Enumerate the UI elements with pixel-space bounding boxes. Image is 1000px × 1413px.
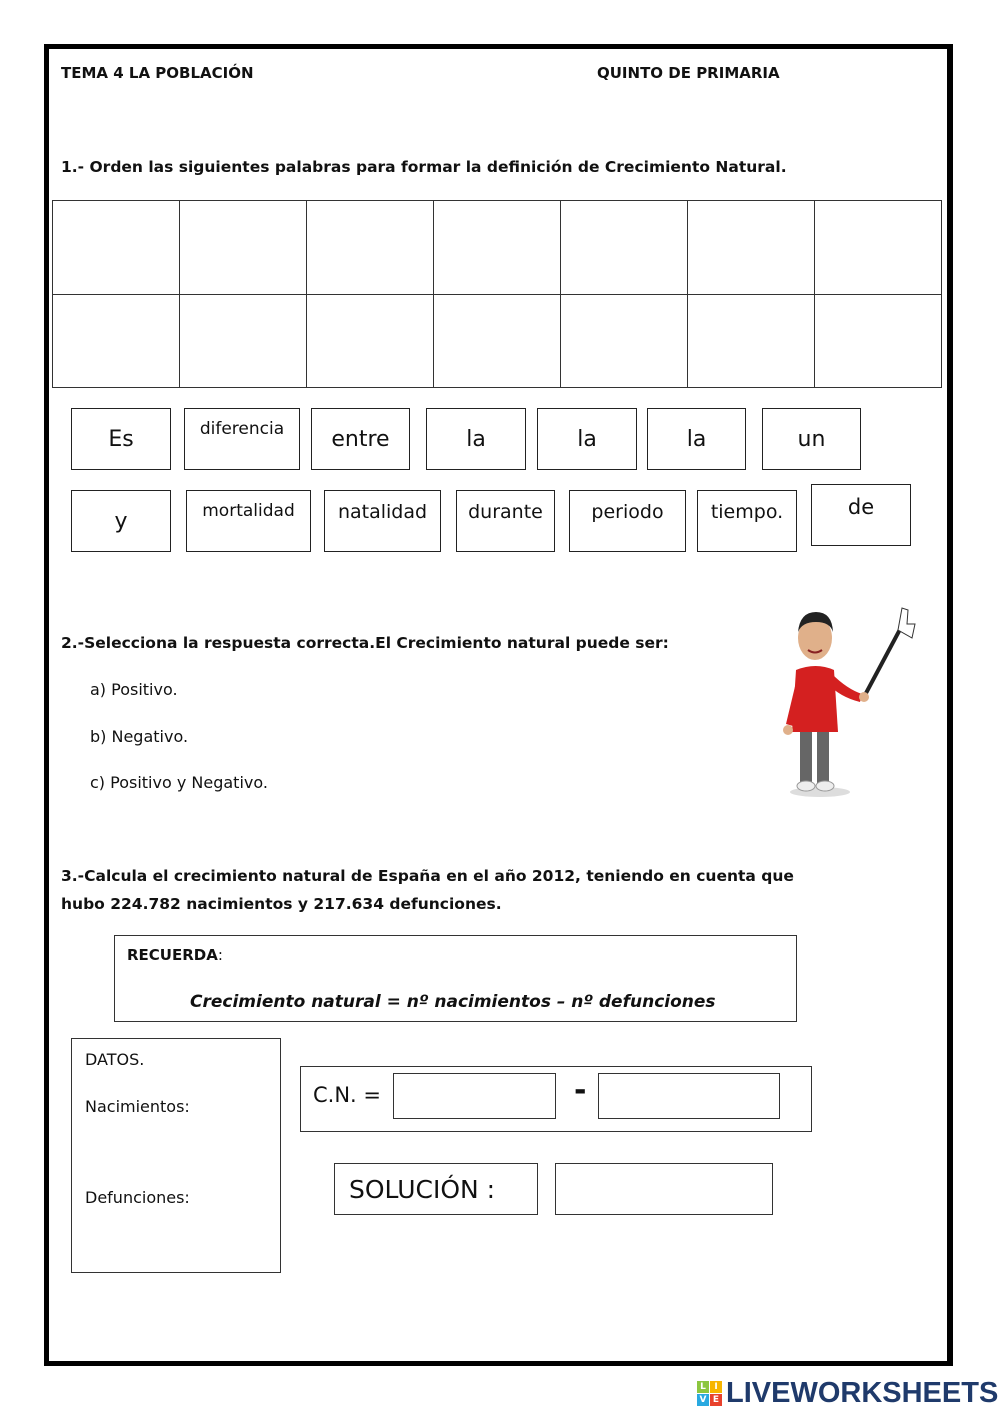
drop-cell[interactable] <box>815 295 942 389</box>
word-tile[interactable]: entre <box>311 408 410 470</box>
liveworksheets-logo <box>697 1377 998 1410</box>
drop-cell[interactable] <box>561 201 688 295</box>
drop-cell[interactable] <box>53 295 180 389</box>
option-a[interactable]: a) Positivo. <box>90 680 178 699</box>
formula: Crecimiento natural = nº nacimientos – nº defunciones <box>190 992 716 1012</box>
word-tile[interactable]: Es <box>71 408 171 470</box>
option-b[interactable]: b) Negativo. <box>90 727 189 746</box>
drop-cell[interactable] <box>180 201 307 295</box>
remember-box <box>114 935 797 1022</box>
data-box <box>71 1038 281 1273</box>
deaths-label: Defunciones: <box>85 1188 190 1207</box>
minus-sign: - <box>574 1073 587 1108</box>
solution-label: SOLUCIÓN : <box>334 1163 538 1215</box>
datos-label: DATOS. <box>85 1050 145 1069</box>
drop-cell[interactable] <box>688 295 815 389</box>
word-tile[interactable]: periodo <box>569 490 686 552</box>
grade-label: QUINTO DE PRIMARIA <box>597 64 780 82</box>
drop-cell[interactable] <box>434 295 561 389</box>
drop-cell[interactable] <box>307 201 434 295</box>
question-2-prompt: 2.-Selecciona la respuesta correcta.El Crecimiento natural puede ser: <box>61 634 669 652</box>
drop-cell[interactable] <box>688 201 815 295</box>
cn-equation-box <box>300 1066 812 1132</box>
option-c[interactable]: c) Positivo y Negativo. <box>90 773 268 792</box>
word-tile[interactable]: natalidad <box>324 490 441 552</box>
word-tile[interactable]: un <box>762 408 861 470</box>
word-tile[interactable]: y <box>71 490 171 552</box>
word-tile[interactable]: tiempo. <box>697 490 797 552</box>
word-tile[interactable]: durante <box>456 490 555 552</box>
teacher-illustration <box>770 600 920 800</box>
word-tile[interactable]: diferencia <box>184 408 300 470</box>
drop-cell[interactable] <box>53 201 180 295</box>
word-tile[interactable]: la <box>426 408 526 470</box>
drop-cell[interactable] <box>180 295 307 389</box>
remember-label: RECUERDA <box>127 946 218 964</box>
solution-input[interactable] <box>555 1163 773 1215</box>
remember-colon: : <box>217 946 223 964</box>
cn-label: C.N. = <box>313 1083 381 1107</box>
drop-cell[interactable] <box>815 201 942 295</box>
question-3-prompt-line2: hubo 224.782 nacimientos y 217.634 defunciones. <box>61 895 502 913</box>
drop-cell[interactable] <box>307 295 434 389</box>
word-tile[interactable]: mortalidad <box>186 490 311 552</box>
logo-text: LIVEWORKSHEETS <box>726 1377 999 1409</box>
question-1-prompt: 1.- Orden las siguientes palabras para formar la definición de Crecimiento Natural. <box>61 158 787 176</box>
word-tile[interactable]: la <box>537 408 637 470</box>
deaths-input[interactable] <box>598 1073 780 1119</box>
word-tile[interactable]: la <box>647 408 746 470</box>
drop-cell[interactable] <box>434 201 561 295</box>
question-3-prompt-line1: 3.-Calcula el crecimiento natural de España en el año 2012, teniendo en cuenta que <box>61 867 794 885</box>
topic-title: TEMA 4 LA POBLACIÓN <box>61 64 254 82</box>
births-label: Nacimientos: <box>85 1097 190 1116</box>
drop-cell[interactable] <box>561 295 688 389</box>
logo-tiles-icon: L I V E <box>697 1381 722 1406</box>
births-input[interactable] <box>393 1073 556 1119</box>
word-tile[interactable]: de <box>811 484 911 546</box>
answer-grid <box>52 200 942 388</box>
